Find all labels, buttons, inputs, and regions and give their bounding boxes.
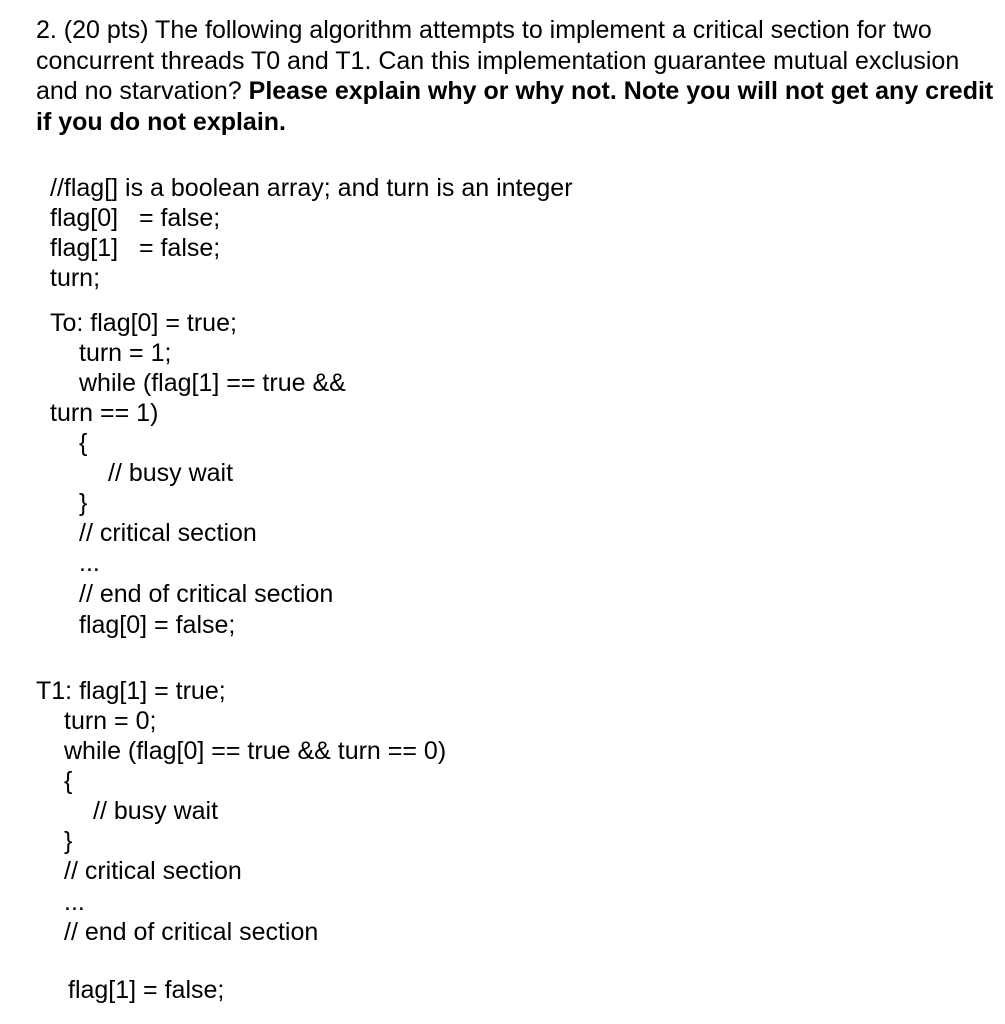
code-t0-line: // end of critical section [79,580,334,608]
code-t1-line: ... [64,888,85,916]
code-t1-line: turn = 0; [64,707,157,735]
code-t0-line: turn = 1; [79,339,172,367]
code-t1-line: // end of critical section [64,918,319,946]
code-t0-line: turn == 1) [50,399,159,427]
code-t1-line: // critical section [64,857,242,885]
question-text [36,15,996,137]
code-t0-line: { [79,429,88,457]
code-t1-line: T1: flag[1] = true; [36,677,226,705]
code-comment-declaration: //flag[] is a boolean array; and turn is an integer [50,174,573,202]
question-emphasis: Please explain why or why not. Note you will not get any credit if you do not explain. [36,77,994,136]
code-t1-line: { [64,767,73,795]
code-t1-line: while (flag[0] == true && turn == 0) [64,737,447,765]
code-t0-line: } [79,489,88,517]
code-t0-line: flag[0] = false; [79,611,236,639]
code-t0-line: while (flag[1] == true && [79,369,346,397]
code-flag1-init: flag[1] = false; [50,234,221,262]
code-t0-line: To: flag[0] = true; [50,309,237,337]
code-t1-line: // busy wait [93,797,219,825]
code-t0-line: ... [79,549,100,577]
code-t0-line: // critical section [79,519,257,547]
code-t1-line: } [64,827,73,855]
code-t0-line: // busy wait [108,459,234,487]
code-flag0-init: flag[0] = false; [50,204,221,232]
code-turn-decl: turn; [50,264,101,292]
question-intro: 2. (20 pts) The following algorithm attempts to implement a critical section for two concurrent threads T0 and T1. Can this implementation guarantee mutual exclusion and no starvation? [36,16,960,105]
code-t1-line: flag[1] = false; [68,976,225,1004]
